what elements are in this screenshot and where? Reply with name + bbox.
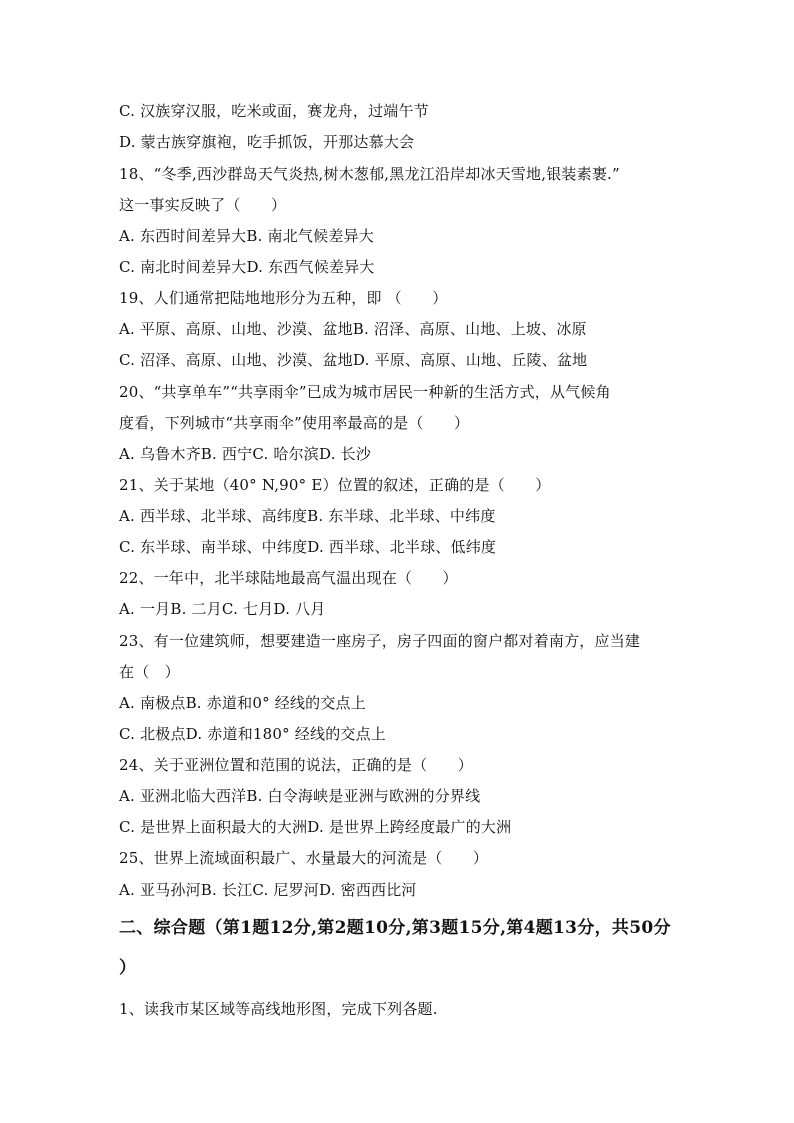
option-25: A. 亚马孙河B. 长江C. 尼罗河D. 密西西比河 [119, 881, 417, 899]
question-23-line2: 在（ ） [119, 663, 180, 681]
question-25: 25、世界上流域面积最广、水量最大的河流是（ ） [119, 849, 489, 867]
option-21cd: C. 东半球、南半球、中纬度D. 西半球、北半球、低纬度 [119, 538, 497, 556]
option-17c: C. 汉族穿汉服，吃米或面，赛龙舟，过端午节 [119, 102, 429, 120]
comprehensive-question-1: 1、读我市某区域等高线地形图，完成下列各题. [119, 1000, 438, 1018]
section-title-continuation: ） [119, 958, 137, 978]
option-17d: D. 蒙古族穿旗袍，吃手抓饭，开那达慕大会 [119, 133, 415, 151]
option-23ab: A. 南极点B. 赤道和0° 经线的交点上 [119, 694, 366, 712]
option-18cd: C. 南北时间差异大D. 东西气候差异大 [119, 258, 375, 276]
question-22: 22、一年中，北半球陆地最高气温出现在（ ） [119, 569, 458, 587]
option-24ab: A. 亚洲北临大西洋B. 白令海峡是亚洲与欧洲的分界线 [119, 787, 481, 805]
question-23-line1: 23、有一位建筑师，想要建造一座房子，房子四面的窗户都对着南方，应当建 [119, 632, 641, 650]
question-18-line2: 这一事实反映了（ ） [119, 196, 287, 214]
question-18-line1: 18、“冬季,西沙群岛天气炎热,树木葱郁,黑龙江沿岸却冰天雪地,银装素裹.” [119, 165, 620, 183]
question-20-line2: 度看，下列城市“共享雨伞”使用率最高的是（ ） [119, 414, 470, 432]
option-18ab: A. 东西时间差异大B. 南北气候差异大 [119, 227, 374, 245]
option-22: A. 一月B. 二月C. 七月D. 八月 [119, 600, 326, 618]
option-19ab: A. 平原、高原、山地、沙漠、盆地B. 沼泽、高原、山地、上坡、冰原 [119, 320, 587, 338]
question-20-line1: 20、“共享单车”“共享雨伞”已成为城市居民一种新的生活方式，从气候角 [119, 383, 611, 401]
question-21: 21、关于某地（40° N,90° E）位置的叙述，正确的是（ ） [119, 476, 551, 494]
option-23cd: C. 北极点D. 赤道和180° 经线的交点上 [119, 725, 387, 743]
option-21ab: A. 西半球、北半球、高纬度B. 东半球、北半球、中纬度 [119, 507, 496, 525]
section-title: 二、综合题（第1题12分,第2题10分,第3题15分,第4题13分，共50分 [119, 918, 671, 938]
question-24: 24、关于亚洲位置和范围的说法，正确的是（ ） [119, 756, 473, 774]
option-19cd: C. 沼泽、高原、山地、沙漠、盆地D. 平原、高原、山地、丘陵、盆地 [119, 351, 588, 369]
option-24cd: C. 是世界上面积最大的大洲D. 是世界上跨经度最广的大洲 [119, 818, 512, 836]
option-20: A. 乌鲁木齐B. 西宁C. 哈尔滨D. 长沙 [119, 445, 372, 463]
question-19: 19、人们通常把陆地地形分为五种，即 （ ） [119, 289, 448, 307]
